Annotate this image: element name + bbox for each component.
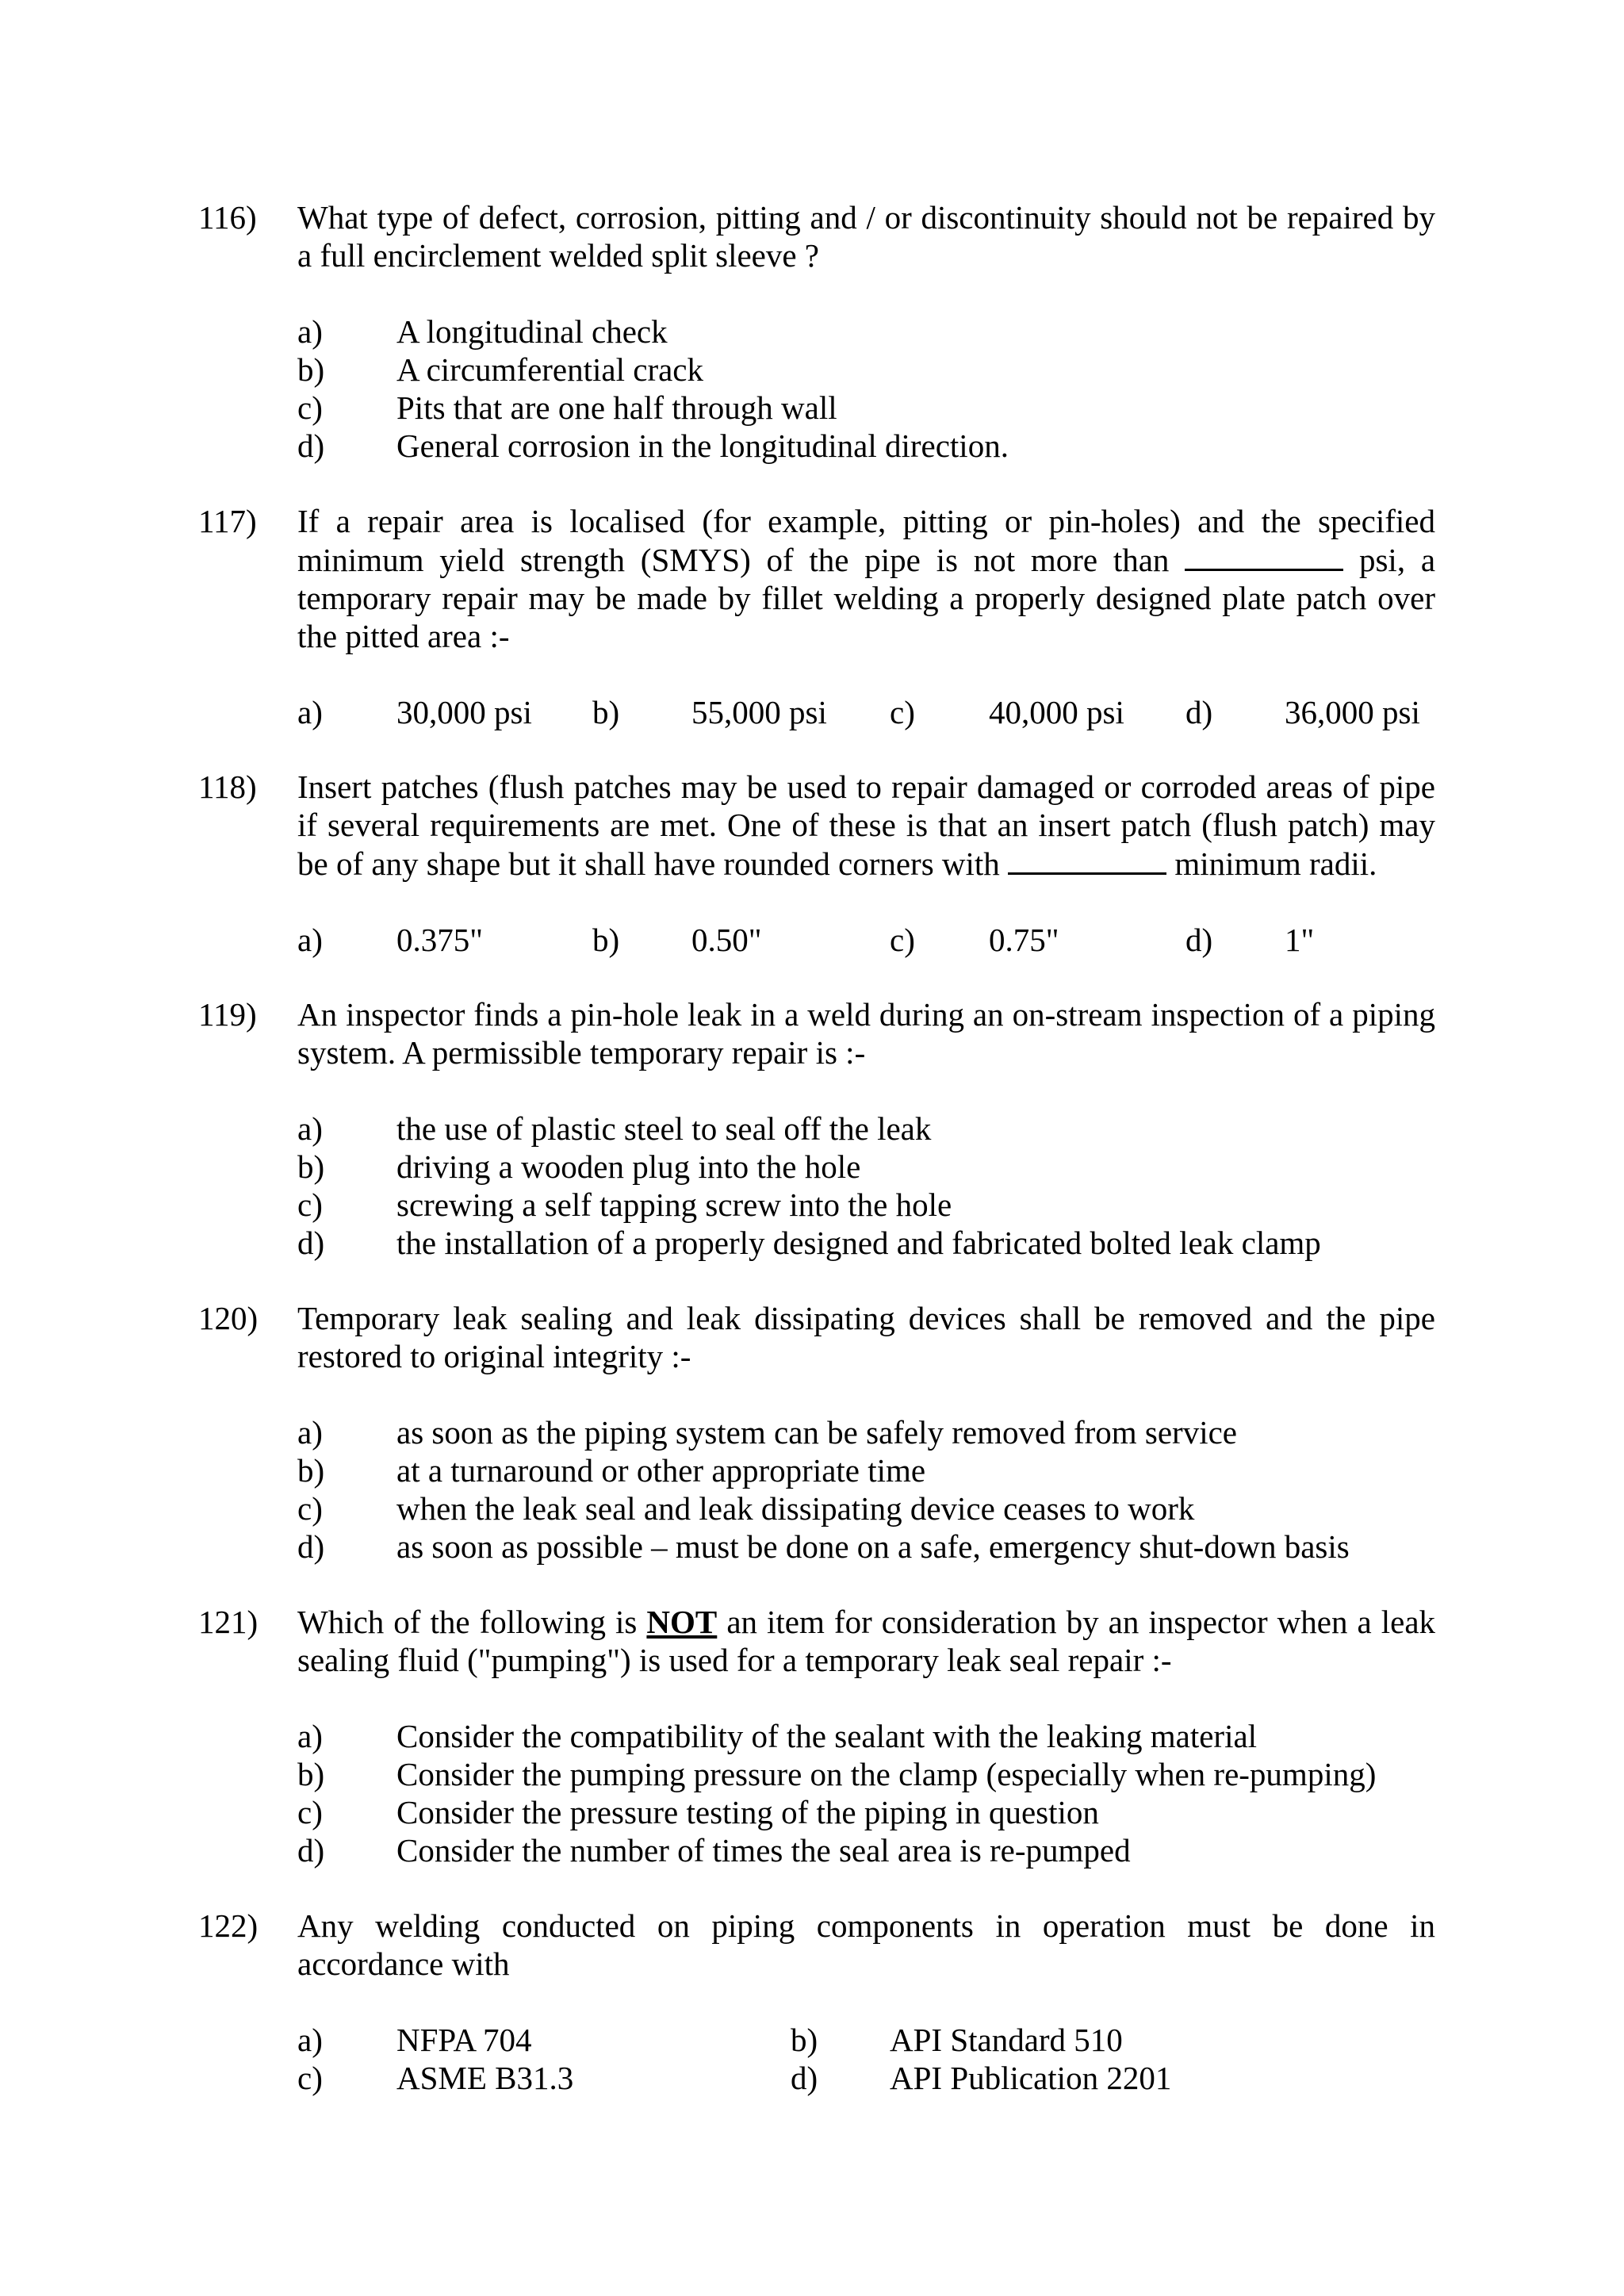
question-number: 118) — [198, 769, 257, 805]
question-number: 121) — [198, 1604, 259, 1640]
option-text: Consider the number of times the seal area is re-pumped — [396, 1832, 1131, 1869]
option-b — [297, 1755, 1435, 1793]
question-text — [297, 502, 1435, 655]
option-letter: a) — [297, 313, 323, 350]
question-122 — [198, 1907, 1435, 2097]
option-text: driving a wooden plug into the hole — [396, 1148, 861, 1185]
question-number: 116) — [198, 199, 257, 236]
option-letter: a) — [297, 694, 323, 730]
option-letter: b) — [297, 351, 325, 388]
option-text: API Publication 2201 — [890, 2060, 1172, 2096]
option-letter: d) — [297, 1528, 325, 1565]
option-letter: d) — [1185, 694, 1213, 730]
option-letter: a) — [297, 2022, 323, 2058]
question-117 — [198, 502, 1435, 731]
option-letter: d) — [791, 2060, 818, 2096]
option-letter: c) — [890, 694, 915, 730]
option-b — [297, 1451, 1435, 1489]
options-row — [297, 693, 1435, 731]
question-text: An inspector finds a pin-hole leak in a weld during an on-stream inspection of a piping system. A permissible temporary repair is :- — [297, 996, 1435, 1071]
option-text: Pits that are one half through wall — [396, 389, 837, 426]
option-letter: d) — [297, 1832, 325, 1869]
option-text: Consider the pressure testing of the piping in question — [396, 1794, 1099, 1830]
option-a — [297, 1413, 1435, 1451]
option-text: API Standard 510 — [890, 2022, 1123, 2058]
option-letter: a) — [297, 1110, 323, 1147]
question-number: 117) — [198, 503, 257, 539]
question-number: 122) — [198, 1907, 259, 1944]
option-letter: c) — [297, 1794, 323, 1830]
question-119 — [198, 995, 1435, 1262]
options-list — [297, 1413, 1435, 1566]
option-b — [297, 351, 1435, 389]
option-d — [297, 1831, 1435, 1869]
option-text: as soon as possible – must be done on a safe, emergency shut-down basis — [396, 1528, 1350, 1565]
option-letter: b) — [297, 1452, 325, 1489]
option-text: 36,000 psi — [1285, 694, 1420, 730]
option-text: screwing a self tapping screw into the hole — [396, 1186, 952, 1223]
option-text: 0.375" — [396, 922, 483, 958]
option-text: Consider the pumping pressure on the clamp (especially when re-pumping) — [396, 1756, 1377, 1792]
question-text: Temporary leak sealing and leak dissipating devices shall be removed and the pipe restored to original integrity :- — [297, 1300, 1435, 1374]
options-row — [297, 921, 1435, 959]
option-c — [297, 1489, 1435, 1527]
option-text: 30,000 psi — [396, 694, 532, 730]
option-letter: b) — [592, 922, 620, 958]
answer-blank — [1008, 844, 1166, 875]
question-text-before: If a repair area is localised (for example, pitting or pin-holes) and the specified minimum yield strength (SMYS) of the pipe is not more than — [297, 503, 1435, 578]
option-a — [297, 1717, 1435, 1755]
question-118 — [198, 768, 1435, 959]
option-letter: b) — [297, 1756, 325, 1792]
option-d — [297, 427, 1435, 465]
option-d — [297, 1527, 1435, 1566]
option-text: 0.50" — [691, 922, 762, 958]
option-letter: b) — [592, 694, 620, 730]
option-text: 1" — [1285, 922, 1315, 958]
option-text: as soon as the piping system can be safely removed from service — [396, 1414, 1237, 1451]
option-text: at a turnaround or other appropriate time — [396, 1452, 926, 1489]
question-116 — [198, 198, 1435, 465]
option-letter: a) — [297, 1414, 323, 1451]
option-letter: d) — [1185, 922, 1213, 958]
question-120 — [198, 1299, 1435, 1566]
option-b — [297, 1148, 1435, 1186]
option-text: A circumferential crack — [396, 351, 703, 388]
option-text: 40,000 psi — [989, 694, 1124, 730]
emphasis-not: NOT — [646, 1604, 718, 1640]
option-text: A longitudinal check — [396, 313, 668, 350]
option-text: the use of plastic steel to seal off the leak — [396, 1110, 932, 1147]
question-number: 119) — [198, 996, 257, 1033]
answer-blank — [1185, 540, 1343, 571]
question-text — [297, 768, 1435, 883]
question-text-after: psi, a temporary repair may be made by fillet welding a properly designed plate patch over the pitted area :- — [297, 542, 1436, 654]
option-text: Consider the compatibility of the sealant with the leaking material — [396, 1718, 1258, 1754]
options-list — [297, 312, 1435, 465]
question-text-after: minimum radii. — [1174, 845, 1377, 882]
options-list — [297, 1110, 1435, 1262]
option-text: General corrosion in the longitudinal direction. — [396, 427, 1009, 464]
option-letter: b) — [791, 2022, 818, 2058]
options-list — [297, 1717, 1435, 1869]
option-letter: d) — [297, 1225, 325, 1261]
option-c — [297, 1186, 1435, 1224]
option-c — [297, 1793, 1435, 1831]
option-d — [297, 1224, 1435, 1262]
options-grid — [297, 2021, 1435, 2097]
question-text-before: Which of the following is — [297, 1604, 638, 1640]
option-a — [297, 312, 1435, 351]
option-c — [297, 389, 1435, 427]
question-121 — [198, 1603, 1435, 1869]
option-letter: c) — [297, 2060, 323, 2096]
question-text — [297, 1603, 1435, 1679]
option-letter: b) — [297, 1148, 325, 1185]
option-a — [297, 1110, 1435, 1148]
option-letter: d) — [297, 427, 325, 464]
question-number: 120) — [198, 1300, 259, 1336]
question-text: What type of defect, corrosion, pitting and / or discontinuity should not be repaired by a full encirclement welded split sleeve ? — [297, 199, 1435, 274]
option-text: ASME B31.3 — [396, 2060, 574, 2096]
option-letter: c) — [297, 1186, 323, 1223]
question-text-after: an item for consideration by an inspector when a leak sealing fluid ("pumping") is used for a temporary leak seal repair :- — [297, 1604, 1436, 1678]
option-text: 0.75" — [989, 922, 1059, 958]
option-letter: c) — [297, 389, 323, 426]
option-text: NFPA 704 — [396, 2022, 532, 2058]
option-letter: c) — [890, 922, 915, 958]
option-letter: a) — [297, 922, 323, 958]
option-text: when the leak seal and leak dissipating device ceases to work — [396, 1490, 1195, 1527]
question-text-before: Insert patches (flush patches may be used to repair damaged or corroded areas of pipe if several requirements are met. One of these is that an insert patch (flush patch) may be of any shape but it shall have rounded corners with — [297, 769, 1435, 882]
option-text: the installation of a properly designed and fabricated bolted leak clamp — [396, 1225, 1321, 1261]
option-text: 55,000 psi — [691, 694, 827, 730]
option-letter: a) — [297, 1718, 323, 1754]
question-text: Any welding conducted on piping components in operation must be done in accordance with — [297, 1907, 1435, 1982]
option-letter: c) — [297, 1490, 323, 1527]
